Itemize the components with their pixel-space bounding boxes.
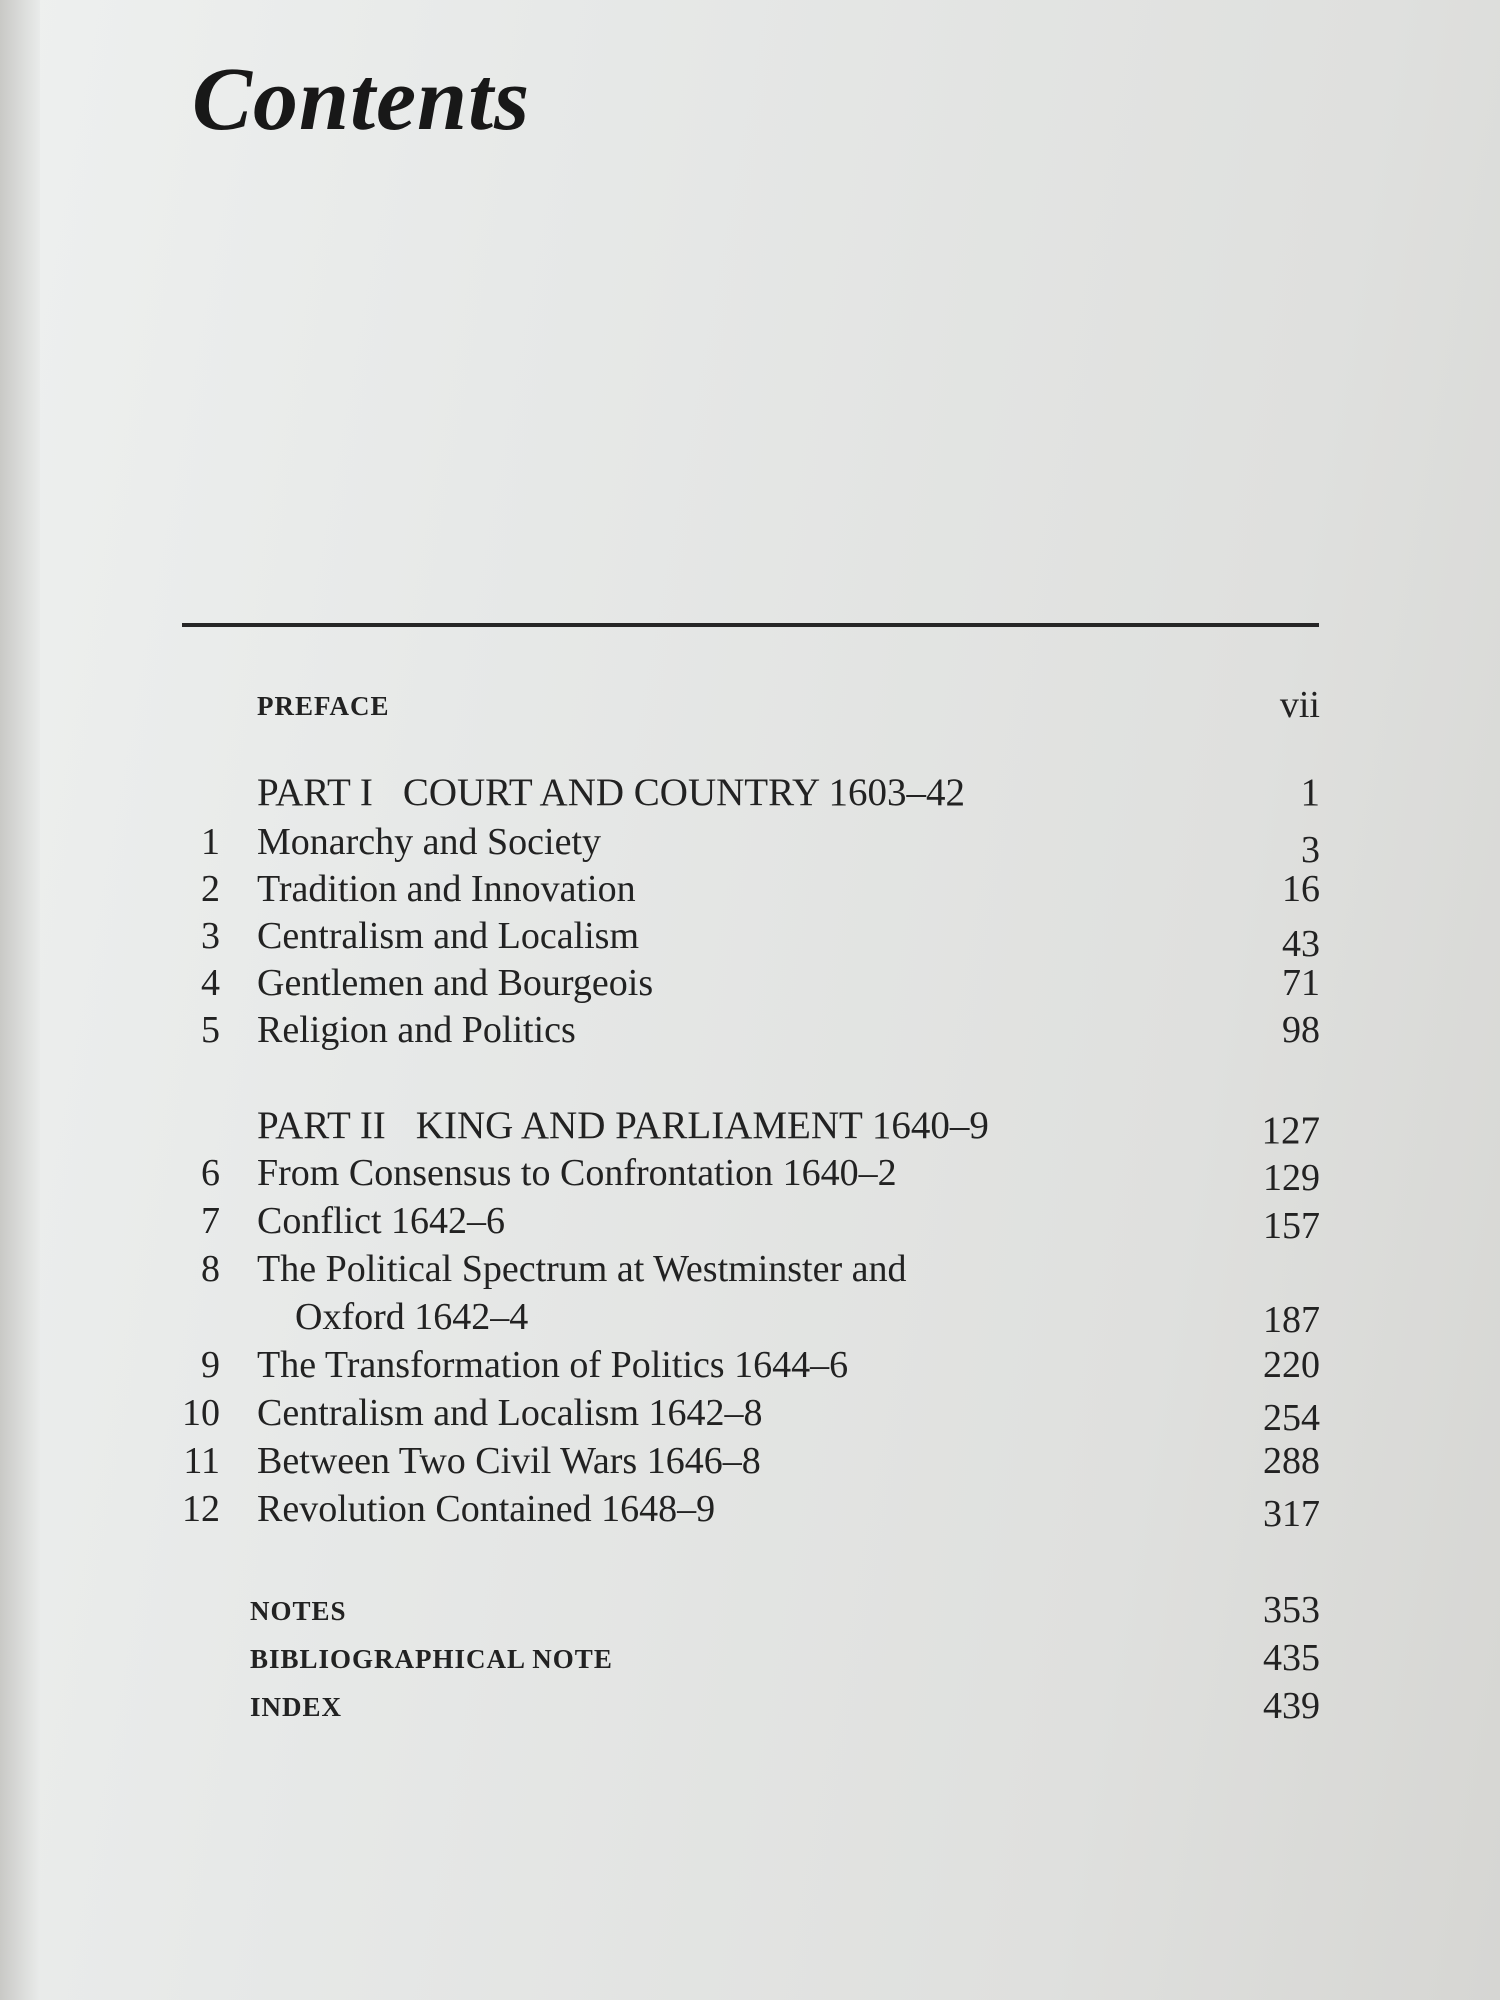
gutter-shadow bbox=[0, 0, 40, 2000]
toc-chapter-8 bbox=[150, 1247, 1320, 1295]
part-label: PART II bbox=[257, 1104, 386, 1147]
toc-page-number: 157 bbox=[1263, 1205, 1320, 1247]
chapter-number: 9 bbox=[201, 1344, 220, 1386]
toc-page-number: 317 bbox=[1263, 1493, 1320, 1535]
divider-rule bbox=[182, 623, 1319, 627]
toc-page-number: 129 bbox=[1263, 1157, 1320, 1199]
toc-label: PREFACE bbox=[257, 691, 390, 721]
chapter-title: Centralism and Localism bbox=[257, 915, 640, 957]
chapter-number: 11 bbox=[183, 1440, 220, 1482]
part-label: PART I bbox=[257, 771, 373, 814]
toc-label: BIBLIOGRAPHICAL NOTE bbox=[250, 1644, 613, 1674]
chapter-title: Revolution Contained 1648–9 bbox=[257, 1488, 716, 1530]
chapter-number: 12 bbox=[182, 1488, 220, 1530]
chapter-number: 3 bbox=[201, 915, 220, 957]
toc-chapter-5 bbox=[150, 1008, 1320, 1056]
toc-chapter-9 bbox=[150, 1343, 1320, 1391]
toc-entry-index bbox=[150, 1684, 1320, 1732]
chapter-number: 7 bbox=[201, 1200, 220, 1242]
toc-chapter-12 bbox=[150, 1487, 1320, 1535]
toc-page-number: 254 bbox=[1263, 1397, 1320, 1439]
toc-page-number: 98 bbox=[1282, 1009, 1320, 1051]
toc-chapter-3 bbox=[150, 914, 1320, 965]
toc-chapter-2 bbox=[150, 867, 1320, 915]
toc-page-number: 187 bbox=[1263, 1299, 1320, 1341]
chapter-title: The Political Spectrum at Westminster and bbox=[257, 1248, 907, 1290]
chapter-title: Between Two Civil Wars 1646–8 bbox=[257, 1440, 761, 1482]
chapter-title: Conflict 1642–6 bbox=[257, 1200, 506, 1242]
part-title: KING AND PARLIAMENT 1640–9 bbox=[415, 1104, 989, 1147]
chapter-number: 8 bbox=[201, 1248, 220, 1290]
toc-chapter-11 bbox=[150, 1439, 1320, 1487]
chapter-title: From Consensus to Confrontation 1640–2 bbox=[257, 1152, 897, 1194]
toc-page-number: 71 bbox=[1282, 962, 1320, 1004]
chapter-title: Religion and Politics bbox=[257, 1009, 576, 1051]
chapter-number: 4 bbox=[201, 962, 220, 1004]
toc-page-number: 16 bbox=[1282, 868, 1320, 910]
chapter-title: The Transformation of Politics 1644–6 bbox=[257, 1344, 849, 1386]
chapter-number: 5 bbox=[201, 1009, 220, 1051]
toc-chapter-7 bbox=[150, 1199, 1320, 1247]
toc-chapter-6 bbox=[150, 1151, 1320, 1199]
toc-page-number: vii bbox=[1279, 684, 1320, 726]
toc-part-heading-2 bbox=[150, 1103, 1320, 1151]
toc-label: INDEX bbox=[250, 1692, 343, 1722]
toc-entry-notes bbox=[150, 1588, 1320, 1636]
chapter-title-continued: Oxford 1642–4 bbox=[295, 1296, 529, 1338]
chapter-title: Centralism and Localism 1642–8 bbox=[257, 1392, 763, 1434]
toc-chapter-4 bbox=[150, 961, 1320, 1009]
toc-chapter-10 bbox=[150, 1391, 1320, 1439]
chapter-number: 2 bbox=[201, 868, 220, 910]
toc-page-number: 220 bbox=[1263, 1344, 1320, 1386]
toc-entry-preface bbox=[150, 683, 1320, 731]
chapter-number: 6 bbox=[201, 1152, 220, 1194]
toc-chapter-1 bbox=[150, 820, 1320, 871]
toc-page-number: 1 bbox=[1300, 771, 1320, 814]
part-title: COURT AND COUNTRY 1603–42 bbox=[402, 771, 965, 814]
toc-part-label bbox=[257, 770, 965, 815]
chapter-number: 1 bbox=[201, 821, 220, 863]
chapter-number: 10 bbox=[182, 1392, 220, 1434]
toc-page-number: 127 bbox=[1261, 1109, 1320, 1152]
toc-label: NOTES bbox=[250, 1596, 347, 1626]
toc-page-number: 435 bbox=[1263, 1637, 1320, 1679]
chapter-title: Tradition and Innovation bbox=[257, 868, 636, 910]
toc-chapter-8-continued bbox=[150, 1295, 1320, 1343]
toc-page-number: 288 bbox=[1263, 1440, 1320, 1482]
toc-page-number: 439 bbox=[1263, 1685, 1320, 1727]
chapter-title: Monarchy and Society bbox=[257, 821, 602, 863]
toc-page-number: 43 bbox=[1282, 923, 1320, 965]
page-title: Contents bbox=[192, 50, 531, 149]
toc-page-number: 3 bbox=[1301, 829, 1320, 871]
toc-part-label bbox=[257, 1103, 989, 1148]
toc-entry-bibliographical-note bbox=[150, 1636, 1320, 1684]
toc-page-number: 353 bbox=[1263, 1589, 1320, 1631]
toc-part-heading-1 bbox=[150, 770, 1320, 818]
chapter-title: Gentlemen and Bourgeois bbox=[257, 962, 654, 1004]
